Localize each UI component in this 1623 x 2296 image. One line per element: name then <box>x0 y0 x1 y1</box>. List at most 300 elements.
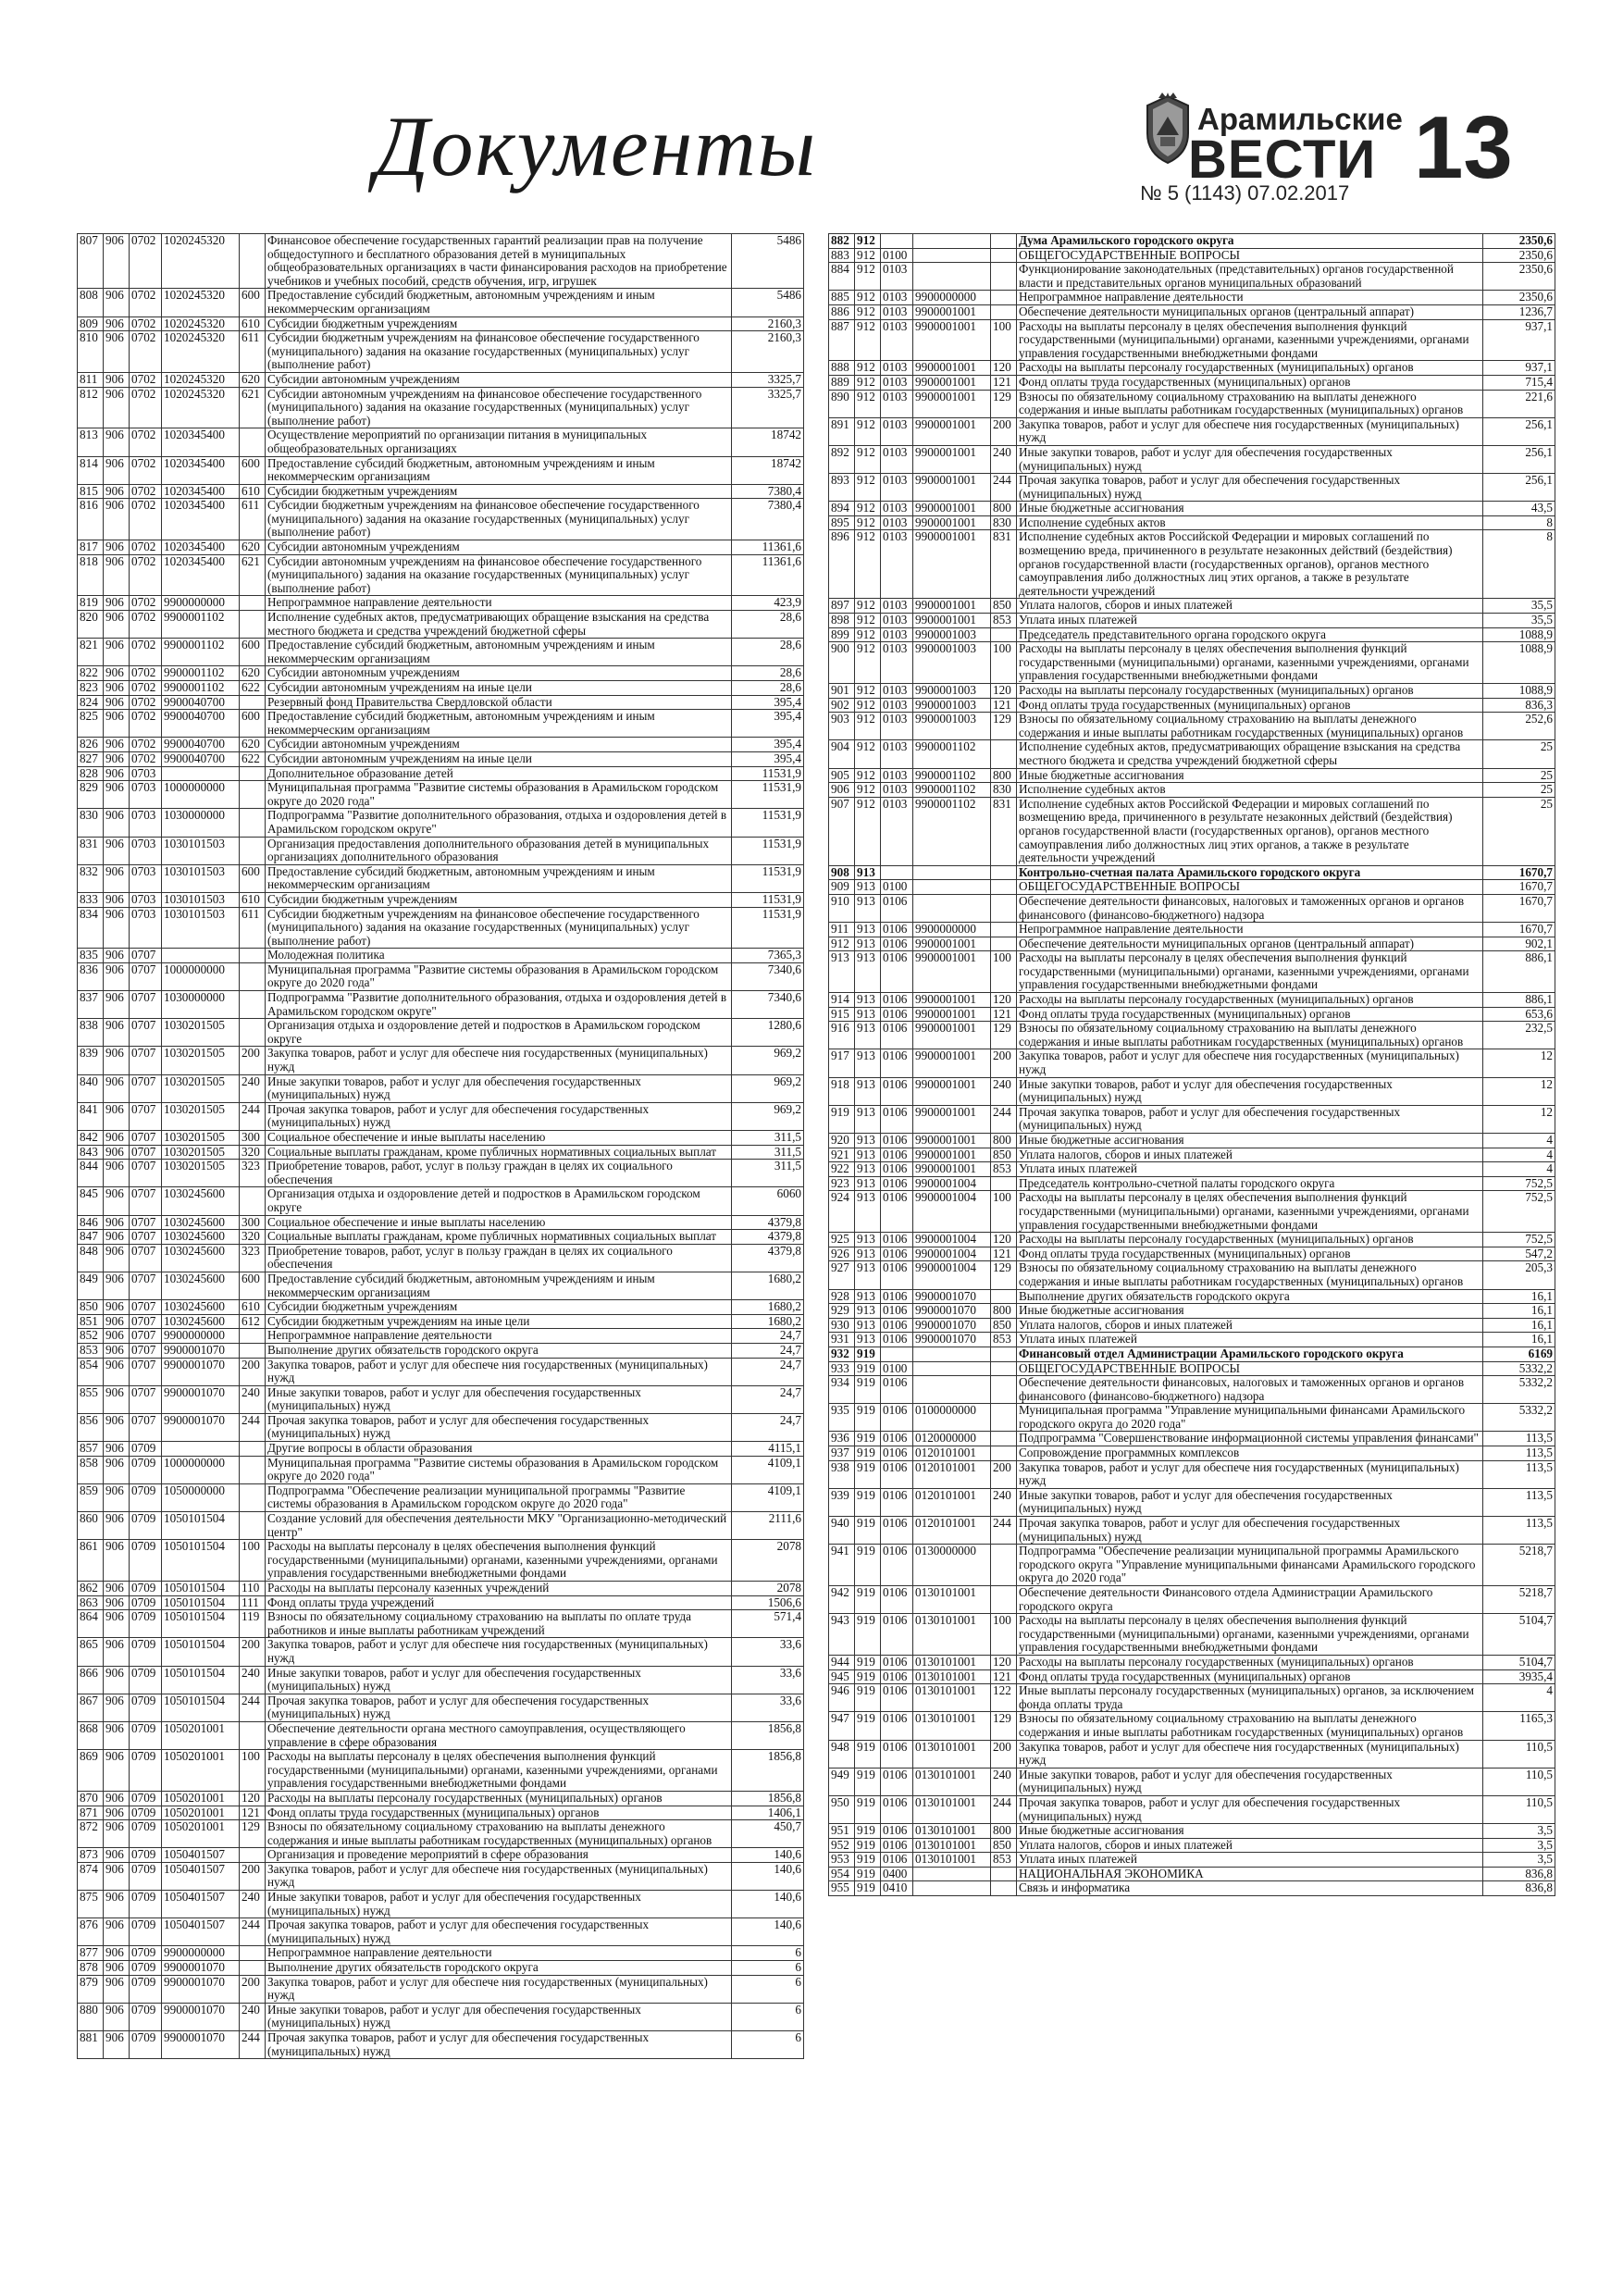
expense-type-code: 620 <box>240 372 266 387</box>
line-description: НАЦИОНАЛЬНАЯ ЭКОНОМИКА <box>1017 1867 1483 1881</box>
row-number: 829 <box>78 781 104 809</box>
line-description: Закупка товаров, работ и услуг для обеспече ния государственных (муниципальных) нужд <box>266 1047 732 1074</box>
line-description: Расходы на выплаты персоналу государственных (муниципальных) органов <box>1017 361 1483 376</box>
expense-type-code <box>991 740 1017 768</box>
line-description: Субсидии бюджетным учреждениям на иные цели <box>266 1314 732 1329</box>
line-description: Иные закупки товаров, работ и услуг для обеспечения государственных (муниципальных) нужд <box>266 2003 732 2030</box>
line-description: Иные бюджетные ассигнования <box>1017 502 1483 516</box>
ministry-code: 912 <box>855 234 881 249</box>
row-number: 931 <box>829 1333 855 1347</box>
table-row <box>829 1655 1555 1669</box>
row-number: 907 <box>829 797 855 865</box>
row-number: 824 <box>78 695 104 710</box>
amount: 16,1 <box>1483 1289 1555 1304</box>
ministry-code: 906 <box>104 289 130 316</box>
expense-type-code <box>991 627 1017 642</box>
table-row <box>78 289 804 316</box>
table-row <box>78 1483 804 1511</box>
target-article-code: 9900000000 <box>162 1329 240 1344</box>
target-article-code <box>913 1347 991 1361</box>
expense-type-code: 244 <box>991 1517 1017 1545</box>
amount: 2350,6 <box>1483 291 1555 305</box>
expense-type-code <box>240 1512 266 1540</box>
expense-type-code: 100 <box>240 1540 266 1582</box>
target-article-code <box>913 880 991 895</box>
line-description: Иные бюджетные ассигнования <box>1017 768 1483 783</box>
table-row <box>829 684 1555 699</box>
table-row <box>829 1867 1555 1881</box>
target-article-code: 0120101001 <box>913 1488 991 1516</box>
target-article-code: 1050101504 <box>162 1512 240 1540</box>
expense-type-code <box>240 611 266 639</box>
target-article-code: 9900001001 <box>913 993 991 1008</box>
section-code: 0103 <box>881 263 913 291</box>
section-code: 0103 <box>881 530 913 599</box>
line-description: Организация отдыха и оздоровление детей и подростков в Арамильском городском округе <box>266 1187 732 1215</box>
target-article-code: 1020345400 <box>162 540 240 555</box>
table-row <box>78 234 804 289</box>
line-description: Субсидии автономным учреждениям на финансовое обеспечение государственного (муниципального) задания на оказание государственных (муниципальных) услуг (выполнение работ) <box>266 387 732 428</box>
table-row <box>829 234 1555 249</box>
line-description: Социальные выплаты гражданам, кроме публичных нормативных социальных выплат <box>266 1145 732 1160</box>
amount: 902,1 <box>1483 937 1555 951</box>
section-code: 0703 <box>130 837 162 864</box>
amount: 110,5 <box>1483 1740 1555 1768</box>
target-article-code: 9900001070 <box>162 2003 240 2030</box>
ministry-code: 912 <box>855 291 881 305</box>
amount: 28,6 <box>732 666 804 681</box>
ministry-code: 906 <box>104 596 130 611</box>
ministry-code: 912 <box>855 515 881 530</box>
target-article-code <box>913 894 991 922</box>
table-row <box>78 907 804 949</box>
line-description: Исполнение судебных актов, предусматривающих обращение взыскания на средства местного бюджета и средства учреждений бюджетной сферы <box>266 611 732 639</box>
row-number: 853 <box>78 1343 104 1358</box>
ministry-code: 906 <box>104 387 130 428</box>
amount: 3,5 <box>1483 1824 1555 1839</box>
ministry-code: 919 <box>855 1740 881 1768</box>
table-row <box>829 248 1555 263</box>
line-description: Субсидии бюджетным учреждениям <box>266 892 732 907</box>
table-row <box>829 1545 1555 1586</box>
expense-type-code: 120 <box>240 1791 266 1806</box>
target-article-code: 1050401507 <box>162 1848 240 1863</box>
amount: 886,1 <box>1483 993 1555 1008</box>
line-description: Социальное обеспечение и иные выплаты населению <box>266 1131 732 1146</box>
section-code: 0707 <box>130 1019 162 1047</box>
section-code: 0707 <box>130 1160 162 1187</box>
ministry-code: 919 <box>855 1586 881 1614</box>
budget-table-right <box>828 233 1555 1896</box>
ministry-code: 906 <box>104 1848 130 1863</box>
table-row <box>78 666 804 681</box>
section-code: 0106 <box>881 937 913 951</box>
target-article-code: 0120101001 <box>913 1517 991 1545</box>
amount: 4109,1 <box>732 1456 804 1483</box>
ministry-code: 906 <box>104 1074 130 1102</box>
row-number: 917 <box>829 1049 855 1077</box>
target-article-code: 9900001004 <box>913 1261 991 1289</box>
row-number: 843 <box>78 1145 104 1160</box>
row-number: 878 <box>78 1961 104 1976</box>
ministry-code: 906 <box>104 2031 130 2059</box>
expense-type-code <box>240 695 266 710</box>
row-number: 881 <box>78 2031 104 2059</box>
target-article-code: 9900001001 <box>913 1007 991 1022</box>
section-code: 0702 <box>130 639 162 666</box>
line-description: Расходы на выплаты персоналу казенных учреждений <box>266 1582 732 1596</box>
table-row <box>829 894 1555 922</box>
line-description: Связь и информатика <box>1017 1881 1483 1896</box>
target-article-code: 1030201505 <box>162 1074 240 1102</box>
expense-type-code <box>240 962 266 990</box>
amount: 3,5 <box>1483 1838 1555 1853</box>
row-number: 888 <box>829 361 855 376</box>
line-description: Фонд оплаты труда государственных (муниципальных) органов <box>1017 1007 1483 1022</box>
expense-type-code: 110 <box>240 1582 266 1596</box>
expense-type-code: 800 <box>991 1824 1017 1839</box>
section-code: 0709 <box>130 1791 162 1806</box>
ministry-code: 906 <box>104 1946 130 1961</box>
ministry-code: 906 <box>104 316 130 331</box>
section-code: 0106 <box>881 1376 913 1404</box>
amount: 28,6 <box>732 611 804 639</box>
target-article-code: 1030101503 <box>162 837 240 864</box>
expense-type-code: 621 <box>240 554 266 596</box>
amount: 140,6 <box>732 1918 804 1946</box>
amount: 395,4 <box>732 710 804 738</box>
target-article-code: 9900001001 <box>913 304 991 319</box>
amount: 4 <box>1483 1134 1555 1148</box>
line-description: Подпрограмма "Совершенствование информационной системы управления финансами" <box>1017 1432 1483 1446</box>
row-number: 902 <box>829 698 855 713</box>
section-code: 0707 <box>130 1358 162 1385</box>
line-description: Муниципальная программа "Развитие системы образования в Арамильском городском округе до 2020 года" <box>266 962 732 990</box>
target-article-code: 9900040700 <box>162 710 240 738</box>
expense-type-code <box>991 1586 1017 1614</box>
amount: 4 <box>1483 1162 1555 1177</box>
section-code: 0100 <box>881 880 913 895</box>
table-row <box>78 1891 804 1918</box>
table-row <box>829 1446 1555 1461</box>
table-row <box>78 751 804 766</box>
target-article-code <box>913 1376 991 1404</box>
target-article-code: 0130101001 <box>913 1586 991 1614</box>
expense-type-code: 122 <box>991 1684 1017 1712</box>
section-code: 0703 <box>130 907 162 949</box>
table-row <box>78 2003 804 2030</box>
target-article-code: 9900001003 <box>913 642 991 684</box>
ministry-code: 912 <box>855 698 881 713</box>
target-article-code: 1020245320 <box>162 289 240 316</box>
ministry-code: 906 <box>104 372 130 387</box>
table-row <box>829 923 1555 937</box>
ministry-code: 906 <box>104 1230 130 1245</box>
row-number: 814 <box>78 456 104 484</box>
ministry-code: 912 <box>855 627 881 642</box>
section-code: 0103 <box>881 768 913 783</box>
section-code: 0106 <box>881 1517 913 1545</box>
section-code: 0106 <box>881 951 913 993</box>
section-code: 0702 <box>130 372 162 387</box>
section-code: 0103 <box>881 502 913 516</box>
expense-type-code: 853 <box>991 614 1017 628</box>
section-code: 0106 <box>881 923 913 937</box>
ministry-code: 912 <box>855 768 881 783</box>
line-description: Муниципальная программа "Развитие системы образования в Арамильском городском округе до 2020 года" <box>266 781 732 809</box>
section-code: 0103 <box>881 375 913 390</box>
expense-type-code: 240 <box>991 1768 1017 1795</box>
ministry-code: 906 <box>104 1343 130 1358</box>
target-article-code: 9900001001 <box>913 951 991 993</box>
amount: 33,6 <box>732 1638 804 1666</box>
table-row <box>78 1666 804 1694</box>
amount: 937,1 <box>1483 361 1555 376</box>
expense-type-code <box>240 1329 266 1344</box>
table-row <box>829 1105 1555 1133</box>
section-code: 0106 <box>881 1007 913 1022</box>
row-number: 868 <box>78 1721 104 1749</box>
target-article-code: 1030000000 <box>162 991 240 1019</box>
line-description: Подпрограмма "Развитие дополнительного образования, отдыха и оздоровления детей в Арамильском городском округе" <box>266 809 732 837</box>
line-description: Исполнение судебных актов <box>1017 515 1483 530</box>
amount: 113,5 <box>1483 1446 1555 1461</box>
amount: 2078 <box>732 1582 804 1596</box>
table-row <box>829 263 1555 291</box>
expense-type-code <box>991 263 1017 291</box>
ministry-code: 906 <box>104 766 130 781</box>
section-code: 0410 <box>881 1881 913 1896</box>
section-code: 0702 <box>130 234 162 289</box>
target-article-code: 0120000000 <box>913 1432 991 1446</box>
row-number: 941 <box>829 1545 855 1586</box>
section-code: 0106 <box>881 1176 913 1191</box>
row-number: 828 <box>78 766 104 781</box>
line-description: Подпрограмма "Обеспечение реализации муниципальной программы "Развитие системы образования в Арамильском городском округе до 2020 года" <box>266 1483 732 1511</box>
expense-type-code: 100 <box>991 1614 1017 1656</box>
line-description: Выполнение других обязательств городского округа <box>266 1343 732 1358</box>
row-number: 840 <box>78 1074 104 1102</box>
table-row <box>829 1586 1555 1614</box>
row-number: 914 <box>829 993 855 1008</box>
target-article-code: 0120101001 <box>913 1446 991 1461</box>
section-code: 0106 <box>881 1105 913 1133</box>
expense-type-code <box>991 248 1017 263</box>
line-description: Прочая закупка товаров, работ и услуг для обеспечения государственных (муниципальных) нужд <box>266 1102 732 1130</box>
target-article-code: 0130101001 <box>913 1740 991 1768</box>
row-number: 852 <box>78 1329 104 1344</box>
ministry-code: 913 <box>855 1261 881 1289</box>
table-row <box>829 642 1555 684</box>
section-code: 0707 <box>130 1244 162 1272</box>
expense-type-code: 200 <box>240 1862 266 1890</box>
target-article-code: 0130101001 <box>913 1684 991 1712</box>
line-description: Иные закупки товаров, работ и услуг для обеспечения государственных (муниципальных) нужд <box>266 1666 732 1694</box>
ministry-code: 906 <box>104 611 130 639</box>
section-code: 0703 <box>130 892 162 907</box>
amount: 2350,6 <box>1483 263 1555 291</box>
amount: 1670,7 <box>1483 880 1555 895</box>
ministry-code: 919 <box>855 1460 881 1488</box>
amount: 547,2 <box>1483 1247 1555 1261</box>
amount: 7380,4 <box>732 484 804 499</box>
section-code: 0106 <box>881 1824 913 1839</box>
section-code: 0707 <box>130 1300 162 1315</box>
section-code: 0709 <box>130 1750 162 1792</box>
line-description: Прочая закупка товаров, работ и услуг для обеспечения государственных (муниципальных) нужд <box>266 1413 732 1441</box>
section-code: 0709 <box>130 1918 162 1946</box>
table-row <box>78 1314 804 1329</box>
ministry-code: 919 <box>855 1432 881 1446</box>
section-code: 0707 <box>130 1187 162 1215</box>
table-row <box>78 1961 804 1976</box>
expense-type-code <box>991 304 1017 319</box>
expense-type-code: 300 <box>240 1215 266 1230</box>
expense-type-code: 240 <box>240 1074 266 1102</box>
ministry-code: 912 <box>855 530 881 599</box>
ministry-code: 913 <box>855 1077 881 1105</box>
section-code: 0103 <box>881 713 913 740</box>
section-code: 0106 <box>881 1586 913 1614</box>
amount: 5486 <box>732 289 804 316</box>
ministry-code: 912 <box>855 390 881 417</box>
row-number: 953 <box>829 1853 855 1868</box>
amount: 7340,6 <box>732 962 804 990</box>
row-number: 905 <box>829 768 855 783</box>
target-article-code: 1030245600 <box>162 1272 240 1299</box>
amount: 43,5 <box>1483 502 1555 516</box>
expense-type-code: 300 <box>240 1131 266 1146</box>
amount: 140,6 <box>732 1862 804 1890</box>
expense-type-code <box>991 880 1017 895</box>
section-code: 0103 <box>881 698 913 713</box>
amount: 256,1 <box>1483 474 1555 502</box>
target-article-code: 1050101504 <box>162 1610 240 1638</box>
target-article-code: 9900001001 <box>913 361 991 376</box>
ministry-code: 906 <box>104 1820 130 1848</box>
amount: 18742 <box>732 456 804 484</box>
table-row <box>78 1413 804 1441</box>
target-article-code <box>162 949 240 963</box>
amount: 5104,7 <box>1483 1655 1555 1669</box>
target-article-code: 0100000000 <box>913 1404 991 1432</box>
section-code: 0103 <box>881 515 913 530</box>
row-number: 884 <box>829 263 855 291</box>
table-row <box>829 1191 1555 1233</box>
table-row <box>78 1160 804 1187</box>
row-number: 813 <box>78 428 104 456</box>
row-number: 872 <box>78 1820 104 1848</box>
target-article-code <box>913 865 991 880</box>
row-number: 835 <box>78 949 104 963</box>
amount: 571,4 <box>732 1610 804 1638</box>
section-code: 0106 <box>881 1768 913 1795</box>
target-article-code: 1030101503 <box>162 907 240 949</box>
ministry-code: 913 <box>855 923 881 937</box>
amount: 16,1 <box>1483 1318 1555 1333</box>
table-row <box>78 639 804 666</box>
table-row <box>78 1329 804 1344</box>
line-description: Выполнение других обязательств городского округа <box>1017 1289 1483 1304</box>
amount: 24,7 <box>732 1329 804 1344</box>
row-number: 943 <box>829 1614 855 1656</box>
expense-type-code: 200 <box>240 1358 266 1385</box>
line-description: Взносы по обязательному социальному страхованию на выплаты по оплате труда работников и иные выплаты работникам учреждений <box>266 1610 732 1638</box>
row-number: 945 <box>829 1669 855 1684</box>
amount: 4379,8 <box>732 1215 804 1230</box>
target-article-code: 1000000000 <box>162 1456 240 1483</box>
table-row <box>829 1376 1555 1404</box>
section-code: 0103 <box>881 797 913 865</box>
line-description: Осуществление мероприятий по организации питания в муниципальных общеобразовательных организациях <box>266 428 732 456</box>
table-row <box>829 502 1555 516</box>
amount: 937,1 <box>1483 319 1555 361</box>
line-description: Расходы на выплаты персоналу государственных (муниципальных) органов <box>266 1791 732 1806</box>
ministry-code: 906 <box>104 1047 130 1074</box>
ministry-code: 912 <box>855 713 881 740</box>
target-article-code: 0130101001 <box>913 1795 991 1823</box>
ministry-code: 906 <box>104 1582 130 1596</box>
table-row <box>829 1162 1555 1177</box>
amount: 1680,2 <box>732 1300 804 1315</box>
section-code: 0106 <box>881 1247 913 1261</box>
ministry-code: 906 <box>104 1721 130 1749</box>
amount: 969,2 <box>732 1102 804 1130</box>
target-article-code: 9900001070 <box>913 1304 991 1319</box>
ministry-code: 913 <box>855 1162 881 1177</box>
section-code: 0702 <box>130 611 162 639</box>
expense-type-code: 610 <box>240 892 266 907</box>
expense-type-code: 620 <box>240 666 266 681</box>
expense-type-code: 121 <box>991 1007 1017 1022</box>
expense-type-code: 100 <box>991 1191 1017 1233</box>
amount: 6169 <box>1483 1347 1555 1361</box>
row-number: 823 <box>78 681 104 696</box>
line-description: Субсидии бюджетным учреждениям на финансовое обеспечение государственного (муниципального) задания на оказание государственных (муниципальных) услуг (выполнение работ) <box>266 907 732 949</box>
line-description: Иные закупки товаров, работ и услуг для обеспечения государственных (муниципальных) нужд <box>1017 1077 1483 1105</box>
amount: 11361,6 <box>732 554 804 596</box>
table-row <box>829 417 1555 445</box>
line-description: Уплата иных платежей <box>1017 1162 1483 1177</box>
section-code: 0702 <box>130 316 162 331</box>
amount: 4115,1 <box>732 1442 804 1457</box>
ministry-code: 913 <box>855 1191 881 1233</box>
line-description: Иные бюджетные ассигнования <box>1017 1304 1483 1319</box>
ministry-code: 906 <box>104 1961 130 1976</box>
table-row <box>78 1540 804 1582</box>
table-row <box>78 611 804 639</box>
line-description: Расходы на выплаты персоналу в целях обеспечения выполнения функций государственными (муниципальными) органами, казенными учреждениями, органами управления государственными внебюджетными фондами <box>1017 642 1483 684</box>
expense-type-code: 850 <box>991 1318 1017 1333</box>
ministry-code: 919 <box>855 1669 881 1684</box>
row-number: 951 <box>829 1824 855 1839</box>
section-code: 0702 <box>130 331 162 373</box>
target-article-code <box>913 234 991 249</box>
target-article-code: 9900001070 <box>162 1961 240 1976</box>
ministry-code: 912 <box>855 684 881 699</box>
section-code: 0106 <box>881 993 913 1008</box>
target-article-code: 1050000000 <box>162 1483 240 1511</box>
amount: 1680,2 <box>732 1272 804 1299</box>
expense-type-code <box>991 1432 1017 1446</box>
expense-type-code: 323 <box>240 1160 266 1187</box>
expense-type-code: 100 <box>991 319 1017 361</box>
section-code: 0709 <box>130 1540 162 1582</box>
row-number: 893 <box>829 474 855 502</box>
section-code: 0106 <box>881 1684 913 1712</box>
expense-type-code <box>240 781 266 809</box>
target-article-code: 9900001001 <box>913 937 991 951</box>
